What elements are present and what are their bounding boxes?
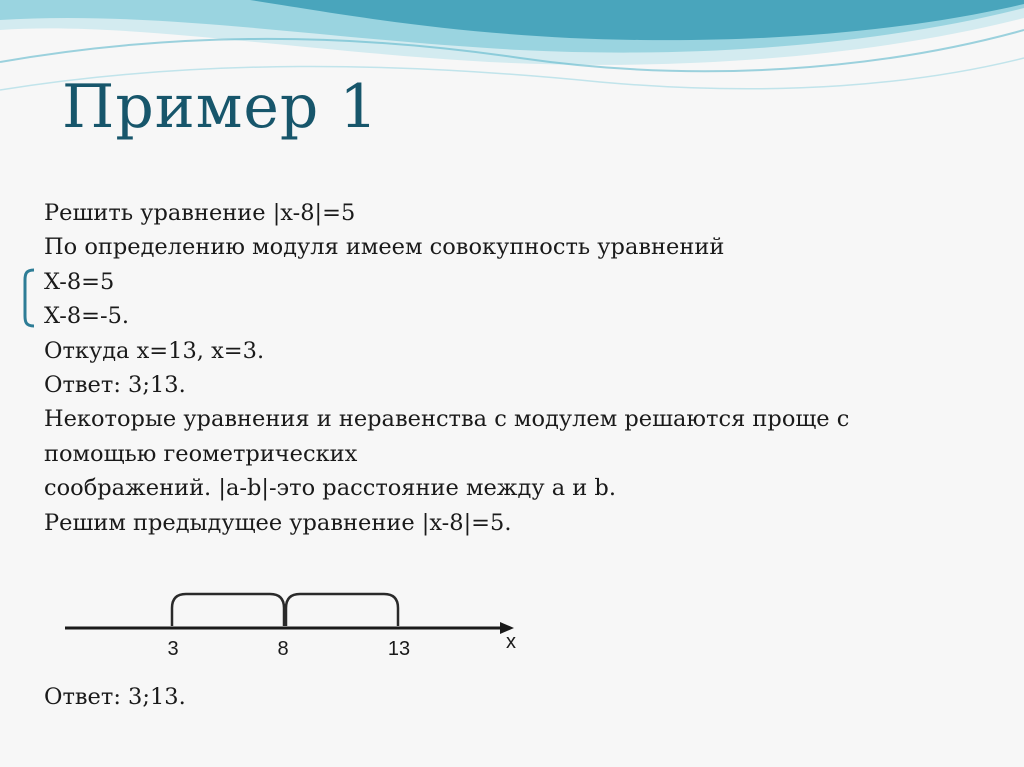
text-line: помощью геометрических	[44, 440, 358, 467]
text-line: Решим предыдущее уравнение |x-8|=5.	[44, 509, 512, 536]
final-answer: Ответ: 3;13.	[44, 684, 186, 710]
text-line: Некоторые уравнения и неравенства с модулем решаются проще с	[44, 406, 850, 433]
text-line: соображений. |a-b|-это расстояние между a и b.	[44, 475, 616, 502]
tick-label-13: 13	[387, 638, 411, 660]
system-bracket-icon	[20, 268, 40, 328]
tick-label-8: 8	[277, 638, 289, 660]
page-title: Пример 1	[62, 72, 379, 142]
text-line: Ответ: 3;13.	[44, 372, 186, 399]
distance-arc-left	[172, 594, 284, 626]
text-line: Откуда x=13, x=3.	[44, 337, 265, 364]
equation-line: X-8=5	[44, 268, 115, 295]
axis-label-x: x	[506, 631, 516, 653]
distance-arc-right	[286, 594, 398, 626]
text-line: По определению модуля имеем совокупность уравнений	[44, 234, 725, 261]
number-line-diagram	[0, 570, 560, 670]
text-line: Решить уравнение |x-8|=5	[44, 200, 356, 226]
equation-line: X-8=-5.	[44, 303, 130, 330]
tick-label-3: 3	[167, 638, 179, 660]
solution-text	[44, 196, 984, 540]
